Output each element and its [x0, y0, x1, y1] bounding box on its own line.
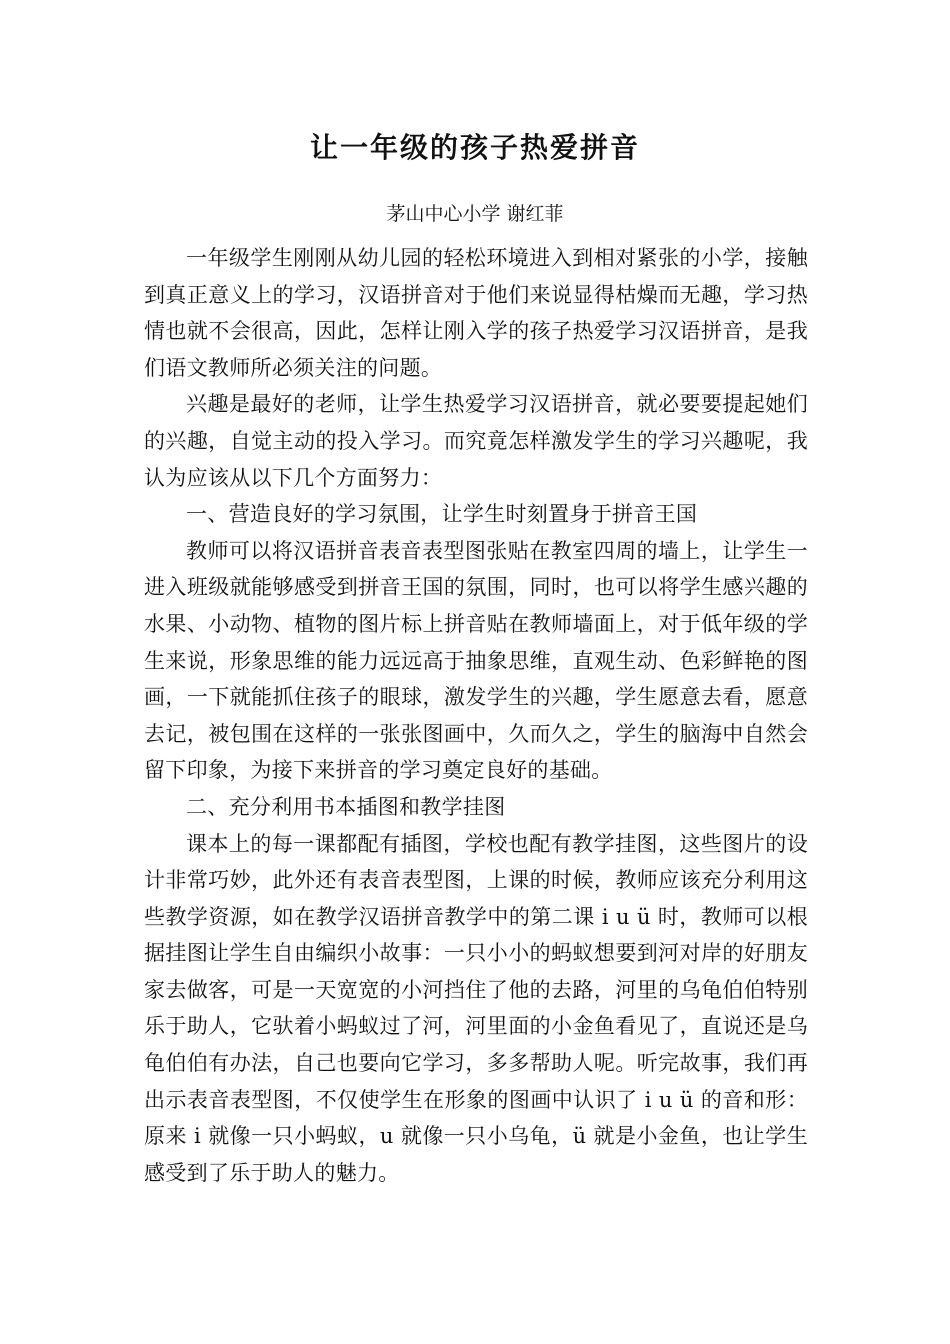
document-title: 让一年级的孩子热爱拼音: [309, 131, 640, 164]
document-body: [144, 240, 808, 1191]
author-line: 茅山中心小学 谢红菲: [386, 203, 564, 225]
paragraph-intro: 一年级学生刚刚从幼儿园的轻松环境进入到相对紧张的小学，接触到真正意义上的学习，汉语拼音对于他们来说显得枯燥而无趣，学习热情也就不会很高，因此，怎样让刚入学的孩子热爱学习汉语拼音，是我们语文教师所必须关注的问题。: [144, 246, 808, 380]
section-heading-2: 二、充分利用书本插图和教学挂图: [186, 794, 506, 819]
section-heading-1: 一、营造良好的学习氛围，让学生时刻置身于拼音王国: [186, 502, 698, 527]
paragraph-section-1: 教师可以将汉语拼音表音表型图张贴在教室四周的墙上，让学生一进入班级就能够感受到拼音王国的氛围，同时，也可以将学生感兴趣的水果、小动物、植物的图片标上拼音贴在教师墙面上，对于低年级的学生来说，形象思维的能力远远高于抽象思维，直观生动、色彩鲜艳的图画，一下就能抓住孩子的眼球，激发学生的兴趣，学生愿意去看，愿意去记，被包围在这样的一张张图画中，久而久之，学生的脑海中自然会留下印象，为接下来拼音的学习奠定良好的基础。: [144, 538, 808, 783]
paragraph-interest: 兴趣是最好的老师，让学生热爱学习汉语拼音，就必要要提起她们的兴趣，自觉主动的投入学习。而究竟怎样激发学生的学习兴趣呢，我认为应该从以下几个方面努力：: [144, 392, 808, 490]
paragraph-section-2: 课本上的每一课都配有插图，学校也配有教学挂图，这些图片的设计非常巧妙，此外还有表音表型图，上课的时候，教师应该充分利用这些教学资源，如在教学汉语拼音教学中的第二课 i u ü 时，教师可以根据挂图让学生自由编织小故事：一只小小的蚂蚁想要到河对岸的好朋友家去做客，可是一天宽宽的小河挡住了他的去路，河里的乌龟伯伯特别乐于助人，它驮着小蚂蚁过了河，河里面的小金鱼看见了，直说还是乌龟伯伯有办法，自己也要向它学习，多多帮助人呢。听完故事，我们再出示表音表型图，不仅使学生在形象的图画中认识了 i u ü 的音和形：原来 i 就像一只小蚂蚁，u 就像一只小乌龟，ü 就是小金鱼，也让学生感受到了乐于助人的魅力。: [144, 831, 808, 1185]
